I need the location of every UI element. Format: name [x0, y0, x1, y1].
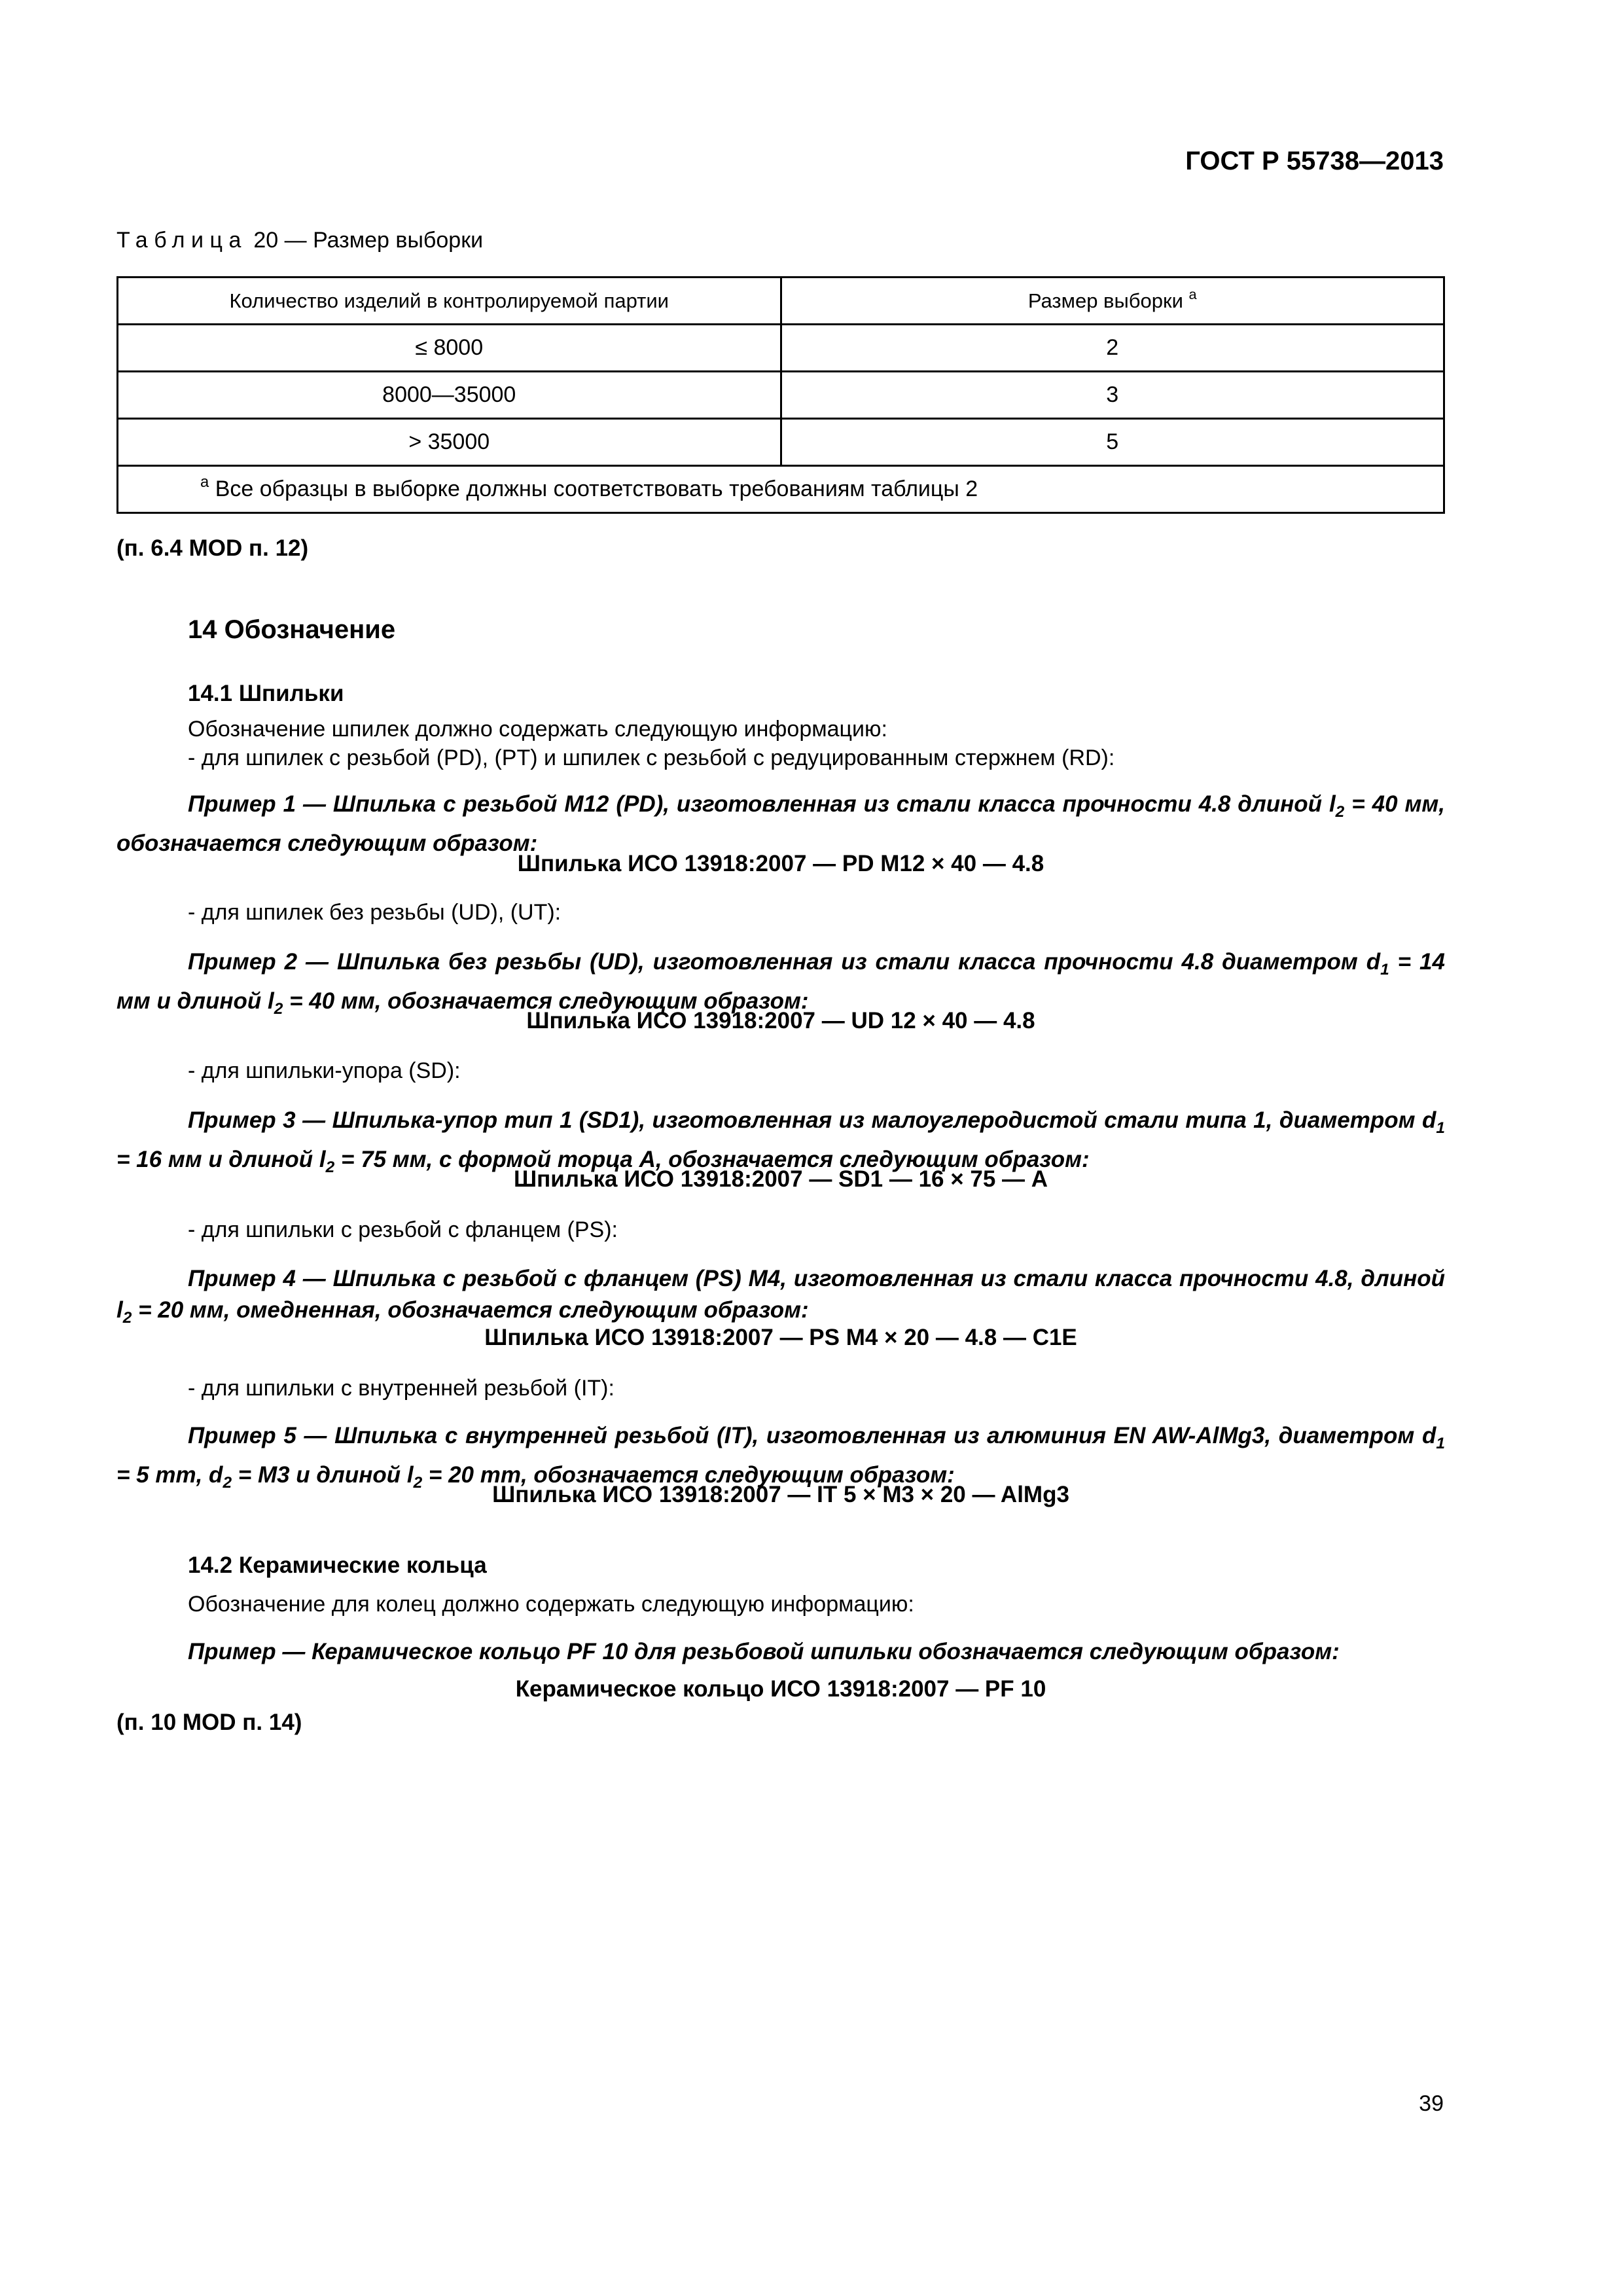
designation-code: Шпилька ИСО 13918:2007 — PS M4 × 20 — 4.8 — C1E	[484, 1325, 1077, 1350]
symbol: l	[268, 988, 274, 1014]
col-header-sample-size	[781, 278, 1444, 325]
subsection-title: 14.2 Керамические кольца	[188, 1552, 487, 1578]
table-cell-quantity: 8000—35000	[118, 372, 781, 419]
section-title: 14 Обозначение	[188, 615, 396, 644]
table-footnote	[118, 466, 1444, 513]
table-caption-prefix: Таблица	[116, 228, 247, 253]
sample-size-table	[116, 276, 1445, 514]
example-text: = 14 мм и длиной	[116, 949, 1445, 1014]
symbol: l	[406, 1462, 414, 1488]
example-text: = 20 мм, омедненная, обозначается следующим образом:	[132, 1297, 809, 1323]
subscript: 1	[1436, 1435, 1445, 1452]
example-text: Пример 3 — Шпилька-упор тип 1 (SD1), изготовленная из малоуглеродистой стали типа 1, диаметром	[188, 1107, 1422, 1133]
table-cell-quantity: ≤ 8000	[118, 325, 781, 372]
example-text: Пример 2 — Шпилька без резьбы (UD), изготовленная из стали класса прочности 4.8 диаметром	[188, 949, 1366, 975]
example-text: = 40 мм, обозначается следующим образом:	[116, 791, 1445, 856]
table-row	[118, 372, 1444, 419]
table-row	[118, 325, 1444, 372]
designation-code: Керамическое кольцо ИСО 13918:2007 — PF 10	[515, 1676, 1046, 1702]
symbol: d	[209, 1462, 223, 1488]
symbol: d	[1421, 1423, 1436, 1448]
reference-note: (п. 6.4 MOD п. 12)	[116, 535, 309, 561]
subscript: 2	[223, 1474, 232, 1492]
symbol: l	[116, 1297, 123, 1323]
footnote-text: Все образцы в выборке должны соответствовать требованиям таблицы 2	[209, 476, 978, 501]
example-text: Пример 5 — Шпилька с внутренней резьбой (IT), изготовленная из алюминия EN AW-AlMg3, диаметром	[188, 1423, 1422, 1448]
subscript: 2	[1335, 803, 1345, 821]
example-text: = M3 и длиной	[232, 1462, 407, 1488]
paragraph: Обозначение шпилек должно содержать следующую информацию:	[188, 717, 887, 742]
reference-note: (п. 10 MOD п. 14)	[116, 1710, 302, 1735]
designation-code: Шпилька ИСО 13918:2007 — PD M12 × 40 — 4.8	[517, 851, 1044, 876]
list-item: - для шпилек без резьбы (UD), (UT):	[188, 900, 562, 925]
example-text: = 20 mm, обозначается следующим образом:	[422, 1462, 955, 1488]
subscript: 1	[1380, 961, 1389, 978]
subscript: 2	[274, 1000, 283, 1018]
table-caption-title: 20 — Размер выборки	[247, 228, 484, 253]
table-cell-quantity: > 35000	[118, 419, 781, 466]
table-row	[118, 419, 1444, 466]
table-cell-size: 2	[781, 325, 1444, 372]
example-text: = 75 мм, с формой торца А, обозначается следующим образом:	[334, 1147, 1090, 1172]
example-text: = 5 mm,	[116, 1462, 209, 1488]
paragraph: - для шпилек с резьбой (PD), (PT) и шпилек с резьбой с редуцированным стержнем (RD):	[188, 745, 1115, 770]
example-text: Пример 4 — Шпилька с резьбой с фланцем (PS) М4, изготовленная из стали класса прочности 4.8, длиной	[188, 1266, 1445, 1291]
footnote-marker: a	[200, 473, 209, 492]
subscript: 2	[325, 1158, 335, 1176]
document-header: ГОСТ Р 55738—2013	[1185, 147, 1444, 175]
subscript: 2	[122, 1309, 132, 1327]
designation-code: Шпилька ИСО 13918:2007 — UD 12 × 40 — 4.8	[526, 1008, 1035, 1033]
subscript: 2	[413, 1474, 423, 1492]
table-caption	[116, 228, 483, 253]
list-item: - для шпильки с резьбой с фланцем (PS):	[188, 1217, 618, 1242]
footnote-marker: a	[1188, 286, 1197, 303]
table-cell-size: 5	[781, 419, 1444, 466]
symbol: d	[1421, 1107, 1436, 1133]
list-item: - для шпильки-упора (SD):	[188, 1058, 461, 1083]
table-footnote-row	[118, 466, 1444, 513]
list-item: - для шпильки с внутренней резьбой (IT):	[188, 1376, 615, 1401]
example-text: = 16 мм и длиной	[116, 1147, 319, 1172]
table-cell-size: 3	[781, 372, 1444, 419]
table-header-row	[118, 278, 1444, 325]
page-number: 39	[1419, 2091, 1444, 2116]
subsection-title: 14.1 Шпильки	[188, 681, 344, 706]
symbol: d	[1366, 949, 1381, 975]
col-header-quantity: Количество изделий в контролируемой партии	[118, 278, 781, 325]
designation-code: Шпилька ИСО 13918:2007 — SD1 — 16 × 75 — А	[513, 1166, 1048, 1192]
designation-code: Шпилька ИСО 13918:2007 — IT 5 × M3 × 20 — AlMg3	[492, 1482, 1069, 1507]
example-text: = 40 мм, обозначается следующим образом:	[283, 988, 809, 1014]
example-ceramic: Пример — Керамическое кольцо PF 10 для резьбовой шпильки обозначается следующим образом:	[188, 1639, 1340, 1664]
paragraph: Обозначение для колец должно содержать следующую информацию:	[188, 1592, 914, 1617]
col-header-sample-size-label: Размер выборки	[1027, 289, 1183, 312]
example-text: Пример 1 — Шпилька с резьбой М12 (PD), изготовленная из стали класса прочности 4.8 длиной	[188, 791, 1329, 817]
symbol: l	[1329, 791, 1336, 817]
subscript: 1	[1436, 1119, 1445, 1137]
symbol: l	[319, 1147, 326, 1172]
